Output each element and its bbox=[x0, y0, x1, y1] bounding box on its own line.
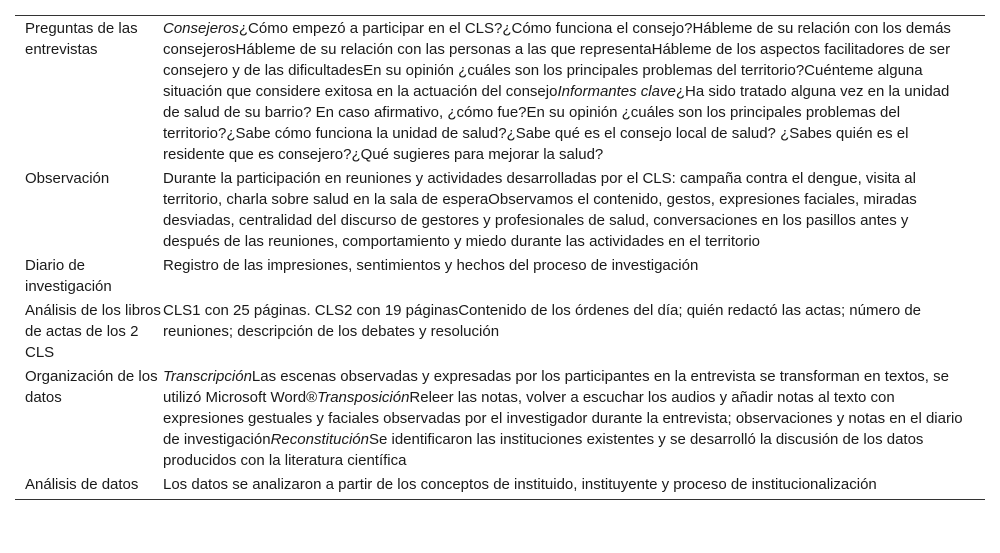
text-segment: ¿Cómo empezó a participar en el CLS?¿Cómo funciona el consejo?Hábleme de su relación con los demás consejerosHábleme de su relación con las personas a las que representaHábleme de los aspectos facilitadores de ser consejero y de las dificultadesEn su opinión ¿cuáles son los principales problemas del territorio?Cuénteme alguna situación que considere exitosa en la actuación del consejo bbox=[163, 20, 951, 100]
row-label: Preguntas de las entrevistas bbox=[25, 20, 138, 58]
table-row bbox=[15, 299, 985, 365]
row-label: Análisis de los libros de actas de los 2 CLS bbox=[25, 302, 161, 361]
text-segment: Durante la participación en reuniones y actividades desarrolladas por el CLS: campaña contra el dengue, visita al territorio, charla sobre salud en la sala de esperaObservamos el contenido, gestos, expresiones faciales, miradas desviadas, centralidad del discurso de gestores y profesionales de salud, conversaciones en los pasillos antes y después de las reuniones, comportamiento y miedo durante las actividades en el territorio bbox=[163, 170, 917, 250]
row-label: Organización de los datos bbox=[25, 368, 158, 406]
row-content bbox=[163, 365, 985, 473]
table-row bbox=[15, 167, 985, 254]
text-segment: Los datos se analizaron a partir de los conceptos de instituido, instituyente y proceso de institucionalización bbox=[163, 476, 877, 493]
row-content bbox=[163, 16, 985, 167]
table-row bbox=[15, 16, 985, 167]
text-segment: Registro de las impresiones, sentimientos y hechos del proceso de investigación bbox=[163, 257, 699, 274]
methods-table bbox=[15, 16, 985, 499]
subheading: Transposición bbox=[317, 389, 410, 406]
text-segment: CLS1 con 25 páginas. CLS2 con 19 páginasContenido de los órdenes del día; quién redactó las actas; número de reuniones; descripción de los debates y resolución bbox=[163, 302, 922, 340]
subheading: Informantes clave bbox=[557, 83, 676, 100]
text-segment: ¿Ha sido tratado alguna vez en la unidad de salud de su barrio? En caso afirmativo, ¿cómo fue?En su opinión ¿cuáles son los principales problemas del territorio?¿Sabe cómo funciona la unidad de salud?¿Sabe qué es el consejo local de salud? ¿Sabes quién es el residente que es consejero?¿Qué sugieres para mejorar la salud? bbox=[163, 83, 950, 163]
table-row bbox=[15, 254, 985, 299]
subheading: Consejeros bbox=[163, 20, 239, 37]
row-content bbox=[163, 254, 985, 299]
subheading: Reconstitución bbox=[270, 431, 369, 448]
row-label: Análisis de datos bbox=[25, 476, 139, 493]
table-row bbox=[15, 473, 985, 499]
table-row bbox=[15, 365, 985, 473]
row-label: Diario de investigación bbox=[25, 257, 112, 295]
text-segment: Las escenas observadas y expresadas por los participantes en la entrevista se transforman en textos, se utilizó Microsoft Word® bbox=[163, 368, 949, 406]
row-content bbox=[163, 167, 985, 254]
text-segment: Releer las notas, volver a escuchar los audios y añadir notas al texto con expresiones gestuales y faciales observadas por el investigador durante la entrevista; observaciones y notas en el diario de investigación bbox=[163, 389, 963, 448]
row-label: Observación bbox=[25, 170, 110, 187]
row-content bbox=[163, 473, 985, 499]
methods-table-wrapper bbox=[15, 15, 985, 500]
row-content bbox=[163, 299, 985, 365]
subheading: Transcripción bbox=[163, 368, 252, 385]
bottom-rule bbox=[15, 499, 985, 500]
text-segment: Se identificaron las instituciones existentes y se desarrolló la discusión de los datos producidos con la literatura científica bbox=[163, 431, 924, 469]
